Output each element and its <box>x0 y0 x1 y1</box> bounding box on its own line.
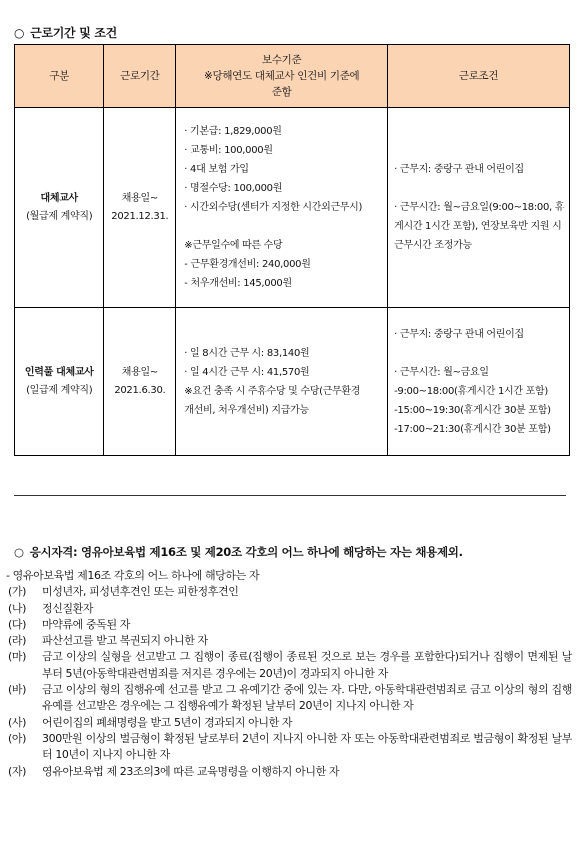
pay-line-spacer <box>184 217 386 236</box>
cond-line: -17:00~21:30(휴게시간 30분 포함) <box>394 423 551 435</box>
item-text: 영유아보육법 제 23조의3에 따른 교육명령을 이행하지 아니한 자 <box>42 764 340 778</box>
pay-line: - 처우개선비: 145,000원 <box>184 278 292 289</box>
cond-line: · 근무지: 중랑구 관내 어린이집 <box>394 164 524 175</box>
header-period: 근로기간 <box>104 45 176 108</box>
list-item <box>6 584 572 600</box>
list-item <box>6 633 572 649</box>
list-item <box>6 715 572 731</box>
header-type: 구분 <box>15 45 104 108</box>
cell-conditions <box>388 108 570 308</box>
list-item <box>6 649 572 682</box>
bullet-circle-icon: ○ <box>14 545 24 559</box>
item-label: (다) <box>8 617 27 631</box>
section-title-qualification <box>14 544 463 560</box>
bullet-circle-icon: ○ <box>14 26 25 40</box>
item-text: 어린이집의 폐쇄명령을 받고 5년이 경과되지 아니한 자 <box>42 715 293 729</box>
disqualification-list <box>6 568 572 780</box>
period-line: 채용일~ <box>121 366 158 378</box>
pay-line: ※근무일수에 따른 수당 <box>184 240 283 251</box>
cell-pay <box>176 108 388 308</box>
item-label: (나) <box>8 601 27 615</box>
list-item <box>6 764 572 780</box>
pay-line: · 일 4시간 근무 시: 41,570원 <box>184 366 310 378</box>
item-label: (자) <box>8 764 27 778</box>
cell-type <box>15 308 104 456</box>
type-title: 인력풀 대체교사 <box>24 366 94 378</box>
cond-line: · 근무시간: 월~금요일 <box>394 366 489 378</box>
section-title-text: 응시자격: 영유아보육법 제16조 및 제20조 각호의 어느 하나에 해당하는 자는 채용제외. <box>29 545 463 559</box>
item-text: 마약류에 중독된 자 <box>42 617 131 631</box>
pay-line: ※요건 충족 시 주휴수당 및 수당(근무환경 <box>184 385 361 397</box>
pay-line: · 일 8시간 근무 시: 83,140원 <box>184 347 310 359</box>
pay-line: 개선비, 처우개선비) 지급가능 <box>184 404 309 416</box>
section-title-text: 근로기간 및 조건 <box>30 26 117 40</box>
item-text: 정신질환자 <box>42 601 94 615</box>
pay-line: · 4대 보험 가입 <box>184 164 249 175</box>
cond-line: -9:00~18:00(휴게시간 1시간 포함) <box>394 385 548 397</box>
cond-line: -15:00~19:30(휴게시간 30분 포함) <box>394 404 551 416</box>
list-item <box>6 731 572 764</box>
table-row <box>15 108 570 308</box>
header-pay-line: ※당해연도 대체교사 인건비 기준에 <box>203 70 360 82</box>
list-item <box>6 601 572 617</box>
item-label: (라) <box>8 634 27 648</box>
section-divider <box>14 495 566 496</box>
period-line: 2021.12.31. <box>111 210 169 222</box>
cond-line: · 근무시간: 월~금요일(9:00~18:00, 휴게시간 1시간 포함), 연장보육반 지원 시 근무시간 조정가능 <box>394 202 565 251</box>
cond-line-spacer <box>394 179 565 198</box>
section-title-work-period <box>14 24 117 41</box>
item-text: 미성년자, 피성년후견인 또는 피한정후견인 <box>42 585 239 599</box>
cell-pay <box>176 308 388 456</box>
header-pay <box>176 45 388 108</box>
type-title: 대체교사 <box>40 192 78 204</box>
cell-period <box>104 308 176 456</box>
header-pay-line: 준함 <box>271 86 292 98</box>
pay-line: · 시간외수당(센터가 지정한 시간외근무시) <box>184 202 363 213</box>
list-item <box>6 617 572 633</box>
item-label: (가) <box>8 585 27 599</box>
work-conditions-table <box>14 44 570 456</box>
list-intro: - 영유아보육법 제16조 각호의 어느 하나에 해당하는 자 <box>6 569 260 582</box>
period-line: 채용일~ <box>121 192 158 204</box>
cond-line-spacer <box>394 344 565 363</box>
table-header-row <box>15 45 570 108</box>
item-text: 금고 이상의 형의 집행유예 선고를 받고 그 유예기간 중에 있는 자. 다만, 아동학대관련범죄로 금고 이상의 형의 집행유예를 선고받은 경우에는 그 집행유예가 확정된 날부터 20년이 지나지 아니한 자 <box>42 683 572 713</box>
item-text: 파산선고를 받고 복권되지 아니한 자 <box>42 634 208 648</box>
cell-conditions <box>388 308 570 456</box>
table-row <box>15 308 570 456</box>
cell-period <box>104 108 176 308</box>
item-text: 300만원 이상의 벌금형이 확정된 날로부터 2년이 지나지 아니한 자 또는 아동학대관련범죄로 벌금형이 확정된 날부터 10년이 지나지 아니한 자 <box>42 731 572 762</box>
cond-line: · 근무지: 중랑구 관내 어린이집 <box>394 328 524 340</box>
item-label: (마) <box>8 650 27 664</box>
list-item <box>6 682 572 715</box>
cell-type <box>15 108 104 308</box>
item-label: (바) <box>8 683 27 697</box>
pay-line: · 명절수당: 100,000원 <box>184 183 283 194</box>
type-sub: (일급제 계약직) <box>26 384 93 396</box>
item-label: (아) <box>8 731 27 745</box>
item-text: 금고 이상의 실형을 선고받고 그 집행이 종료(집행이 종료된 것으로 보는 경우를 포함한다)되거나 집행이 면제된 날부터 5년(아동학대관련범죄를 저지른 경우에는 20년)이 경과되지 아니한 자 <box>42 650 572 680</box>
pay-line: · 교통비: 100,000원 <box>184 145 273 156</box>
pay-line: - 근무환경개선비: 240,000원 <box>184 259 311 270</box>
item-label: (사) <box>8 715 27 729</box>
header-conditions: 근로조건 <box>388 45 570 108</box>
pay-line: · 기본급: 1,829,000원 <box>184 126 282 137</box>
header-pay-line: 보수기준 <box>262 54 302 66</box>
type-sub: (월급제 계약직) <box>26 210 93 222</box>
period-line: 2021.6.30. <box>114 384 166 396</box>
